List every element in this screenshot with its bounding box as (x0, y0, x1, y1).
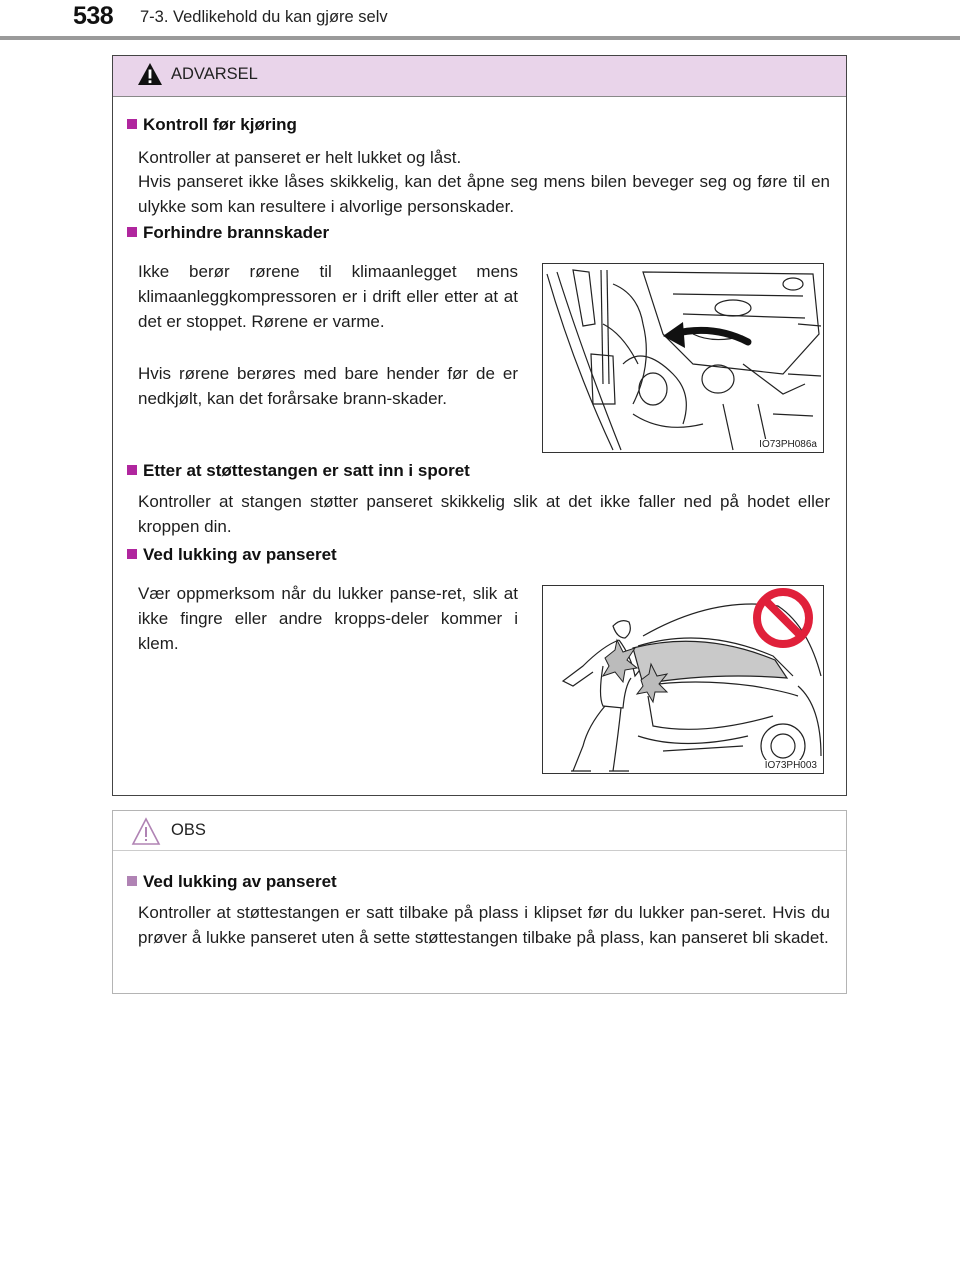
chapter-title: 7-3. Vedlikehold du kan gjøre selv (140, 8, 388, 26)
bullet-square-icon (127, 549, 137, 559)
warning-box (112, 55, 847, 796)
paragraph: Kontroller at panseret er helt lukket og låst. (138, 148, 462, 167)
bullet-square-icon (127, 465, 137, 475)
bullet-square-icon (127, 119, 137, 129)
paragraph: Kontroller at støttestangen er satt tilbake på plass i klipset før du lukker pan-seret. Hvis du prøver å lukke panseret uten å sette støttestangen tilbake på plass, kan panseret bli skadet. (138, 903, 830, 947)
engine-bay-illustration (542, 263, 824, 453)
closing-hood-illustration (542, 585, 824, 774)
section-title: Forhindre brannskader (127, 223, 329, 243)
paragraph: Hvis panseret ikke låses skikkelig, kan det åpne seg mens bilen beveger seg og føre til en ulykke som kan resultere i alvorlige personskader. (138, 172, 830, 216)
paragraph: Vær oppmerksom når du lukker panse-ret, slik at ikke fingre eller andre kropps-deler kommer i klem. (138, 584, 518, 653)
section-title: Ved lukking av panseret (127, 872, 337, 892)
warning-triangle-icon (137, 62, 163, 86)
notice-box-title: OBS (171, 821, 206, 839)
closing-hood-drawing (543, 586, 823, 773)
section-title: Kontroll før kjøring (127, 115, 297, 135)
figure-code: IO73PH086a (759, 439, 817, 450)
caution-triangle-outline-icon (131, 817, 161, 847)
figure-code: IO73PH003 (764, 760, 817, 771)
paragraph: Ikke berør rørene til klimaanlegget mens klimaanleggkompressoren er i drift eller etter at at det er stoppet. Rørene er varme. (138, 262, 518, 331)
warning-box-title: ADVARSEL (171, 65, 258, 83)
notice-box (112, 810, 847, 994)
page-number: 538 (73, 2, 114, 30)
bullet-square-icon (127, 227, 137, 237)
engine-bay-drawing (543, 264, 823, 452)
section-title: Etter at støttestangen er satt inn i sporet (127, 461, 470, 481)
warning-box-header (113, 56, 846, 97)
paragraph: Kontroller at stangen støtter panseret skikkelig slik at det ikke faller ned på hodet eller kroppen din. (138, 492, 830, 536)
paragraph: Hvis rørene berøres med bare hender før de er nedkjølt, kan det forårsake brann-skader. (138, 364, 518, 408)
notice-box-header (113, 811, 846, 851)
section-title: Ved lukking av panseret (127, 545, 337, 565)
bullet-square-icon (127, 876, 137, 886)
header-rule (0, 36, 960, 40)
